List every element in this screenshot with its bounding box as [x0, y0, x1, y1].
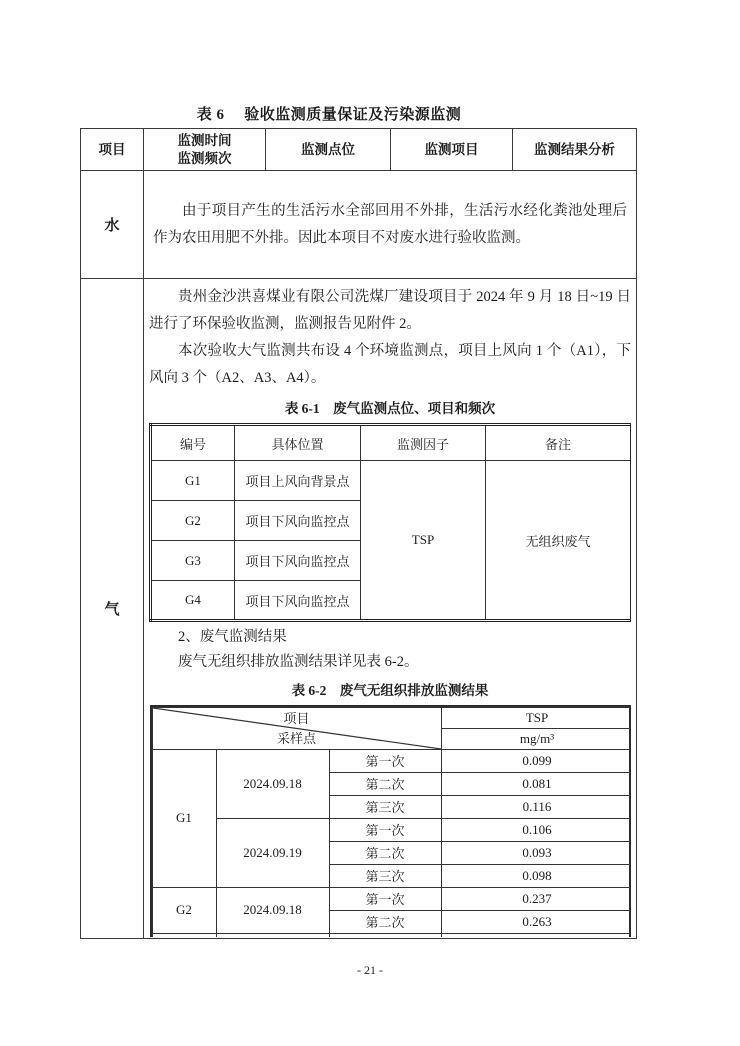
main-table — [80, 128, 637, 939]
t61-point-location: 项目下风向监控点 — [235, 581, 361, 621]
gas-paragraph-1: 贵州金沙洪喜煤业有限公司洗煤厂建设项目于 2024 年 9 月 18 日~19 日进行了环保验收监测，监测报告见附件 2。 — [149, 289, 631, 332]
document-title: 表 6 验收监测质量保证及污染源监测 — [196, 107, 462, 123]
t61-header-id: 编号 — [151, 425, 235, 461]
table-6-2-header-row-1 — [152, 707, 631, 728]
gas-row-label: 气 — [81, 279, 144, 939]
table-row — [152, 818, 631, 841]
t61-point-id: G4 — [151, 581, 235, 621]
t62-sample-label: 第一次 — [329, 749, 441, 772]
gas-section-heading: 2、废气监测结果 — [178, 628, 287, 645]
t62-value: 0.081 — [441, 772, 631, 795]
header-frequency: 监测频次 — [177, 150, 232, 166]
table-6-2-caption: 表 6-2 废气无组织排放监测结果 — [291, 682, 489, 698]
table-6-1-header-row — [151, 425, 632, 461]
t62-value: 0.263 — [441, 910, 631, 933]
clipped-cell — [216, 933, 329, 937]
header-time-frequency — [144, 129, 266, 171]
t61-point-location: 项目下风向监控点 — [235, 501, 361, 541]
header-result-analysis: 监测结果分析 — [513, 129, 637, 171]
gas-content-flow — [149, 279, 631, 937]
gas-paragraph-2: 本次验收大气监测共布设 4 个环境监测点，项目上风向 1 个（A1），下风向 3 个（A2、A3、A4）。 — [149, 343, 631, 386]
t61-point-location: 项目下风向监控点 — [235, 541, 361, 581]
water-paragraph: 由于项目产生的生活污水全部回用不外排，生活污水经化粪池处理后作为农田用肥不外排。因此本项目不对废水进行验收监测。 — [153, 202, 627, 246]
water-row-label: 水 — [81, 171, 144, 279]
t61-header-remark: 备注 — [486, 425, 632, 461]
page-number: - 21 - — [357, 963, 383, 977]
gas-row-content — [144, 279, 637, 939]
clipped-cell — [152, 933, 216, 937]
t61-remark: 无组织废气 — [486, 461, 632, 621]
clipped-next-row — [152, 933, 631, 937]
water-row-content — [144, 171, 637, 279]
t62-sample-label: 第三次 — [329, 864, 441, 887]
table-6-1-caption: 表 6-1 废气监测点位、项目和频次 — [284, 401, 496, 416]
clipped-cell — [441, 933, 631, 937]
t62-value: 0.093 — [441, 841, 631, 864]
header-monitoring-items: 监测项目 — [391, 129, 513, 171]
t62-sample-label: 第二次 — [329, 772, 441, 795]
header-time: 监测时间 — [177, 132, 232, 148]
t61-header-location: 具体位置 — [235, 425, 361, 461]
t62-sample-label: 第三次 — [329, 795, 441, 818]
t62-sample-label: 第一次 — [329, 887, 441, 910]
t61-header-factor: 监测因子 — [361, 425, 486, 461]
t62-value: 0.106 — [441, 818, 631, 841]
t62-sample-label: 第二次 — [329, 910, 441, 933]
t62-pollutant-header: TSP — [441, 707, 631, 728]
table-row — [151, 461, 632, 501]
header-item: 项目 — [81, 129, 144, 171]
main-table-header-row — [81, 129, 637, 171]
gas-section-text: 废气无组织排放监测结果详见表 6-2。 — [178, 653, 419, 670]
t62-value: 0.099 — [441, 749, 631, 772]
diag-label-sampling-point: 采样点 — [277, 730, 317, 746]
gas-results-section — [149, 624, 631, 938]
t62-point-g2: G2 — [152, 887, 216, 933]
t61-factor: TSP — [361, 461, 486, 621]
gas-row — [81, 279, 637, 939]
diag-label-item: 项目 — [283, 710, 310, 726]
table-6-1 — [149, 423, 631, 622]
table-6-2 — [150, 705, 631, 938]
t62-date: 2024.09.18 — [216, 749, 329, 818]
t61-point-id: G1 — [151, 461, 235, 501]
t62-sample-label: 第二次 — [329, 841, 441, 864]
t62-value: 0.098 — [441, 864, 631, 887]
t62-date: 2024.09.18 — [216, 887, 329, 933]
t62-date: 2024.09.19 — [216, 818, 329, 887]
table-row — [152, 749, 631, 772]
t61-point-id: G2 — [151, 501, 235, 541]
table-row — [152, 887, 631, 910]
t61-point-location: 项目上风向背景点 — [235, 461, 361, 501]
t62-sample-label: 第一次 — [329, 818, 441, 841]
t62-unit-header: mg/m³ — [441, 728, 631, 749]
clipped-cell — [329, 933, 441, 937]
header-monitoring-points: 监测点位 — [266, 129, 391, 171]
t61-point-id: G3 — [151, 541, 235, 581]
diagonal-header-cell — [152, 707, 441, 749]
table-6-2-grid — [152, 707, 632, 938]
t62-value: 0.116 — [441, 795, 631, 818]
t62-value: 0.237 — [441, 887, 631, 910]
water-row — [81, 171, 637, 279]
t62-point-g1: G1 — [152, 749, 216, 887]
